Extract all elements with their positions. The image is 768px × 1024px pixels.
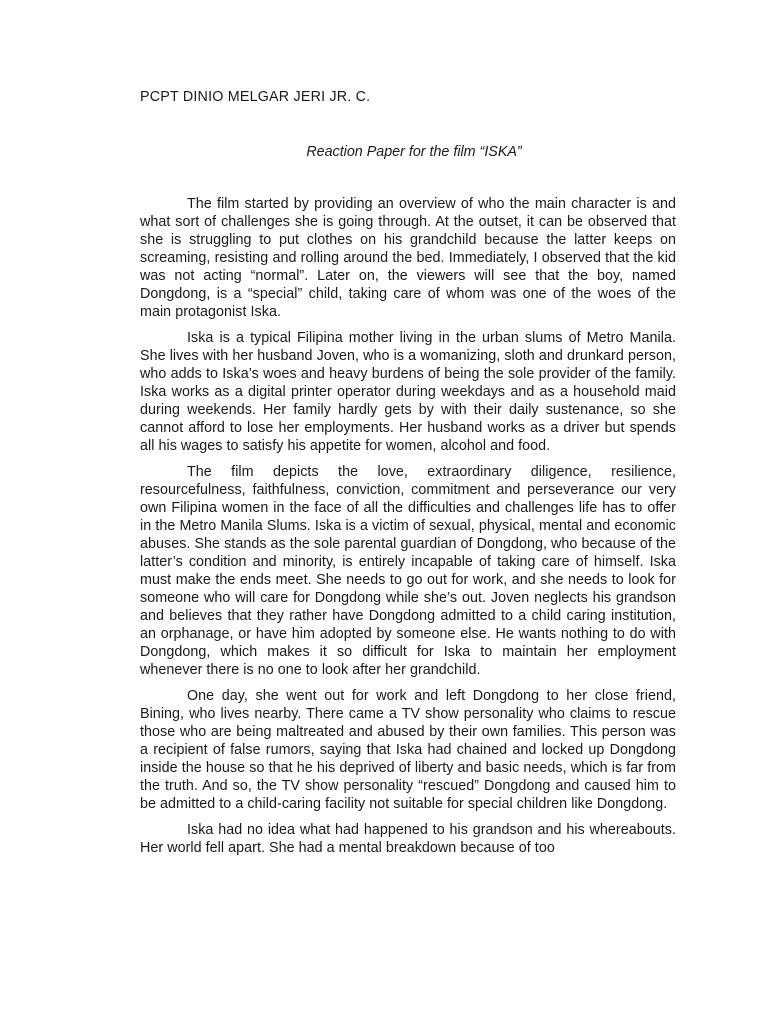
paragraph-1: The film started by providing an overview of who the main character is and what sort of challenges she is going through. At the outset, it can be observed that she is struggling to put clothes on his grandchild because the latter keeps on screaming, resisting and rolling around the bed. Immediately, I observed that the kid was not acting “normal”. Later on, the viewers will see that the boy, named Dongdong, is a “special” child, taking care of whom was one of the woes of the main protagonist Iska.	[140, 196, 676, 320]
paragraph-2: Iska is a typical Filipina mother living in the urban slums of Metro Manila. She lives with her husband Joven, who is a womanizing, sloth and drunkard person, who adds to Iska’s woes and heavy burdens of being the sole provider of the family. Iska works as a digital printer operator during weekdays and as a household maid during weekends. Her family hardly gets by with their daily sustenance, so she cannot afford to lose her employments. Her husband works as a driver but spends all his wages to satisfy his appetite for women, alcohol and food.	[140, 330, 676, 454]
author-name: PCPT DINIO MELGAR JERI JR. C.	[140, 89, 371, 105]
document-title: Reaction Paper for the film “ISKA”	[306, 144, 522, 160]
paragraph-3: The film depicts the love, extraordinary diligence, resilience, resourcefulness, faithfulness, conviction, commitment and perseverance our very own Filipina women in the face of all the difficulties and challenges life has to offer in the Metro Manila Slums. Iska is a victim of sexual, physical, mental and economic abuses. She stands as the sole parental guardian of Dongdong, who because of the latter’s condition and minority, is entirely incapable of taking care of himself. Iska must make the ends meet. She needs to go out for work, and she needs to look for someone who will care for Dongdong while she’s out. Joven neglects his grandson and believes that they rather have Dongdong admitted to a child caring institution, an orphanage, or have him adopted by someone else. He wants nothing to do with Dongdong, which makes it so difficult for Iska to maintain her employment whenever there is no one to look after her grandchild.	[140, 464, 676, 678]
paragraph-5: Iska had no idea what had happened to his grandson and his whereabouts. Her world fell apart. She had a mental breakdown because of too	[140, 822, 676, 856]
document-body	[140, 195, 676, 857]
document-page	[140, 88, 676, 865]
paragraph-4: One day, she went out for work and left Dongdong to her close friend, Bining, who lives nearby. There came a TV show personality who claims to rescue those who are being maltreated and abused by their own families. This person was a recipient of false rumors, saying that Iska had chained and locked up Dongdong inside the house so that he his deprived of liberty and basic needs, which is far from the truth. And so, the TV show personality “rescued” Dongdong and caused him to be admitted to a child-caring facility not suitable for special children like Dongdong.	[140, 688, 676, 812]
